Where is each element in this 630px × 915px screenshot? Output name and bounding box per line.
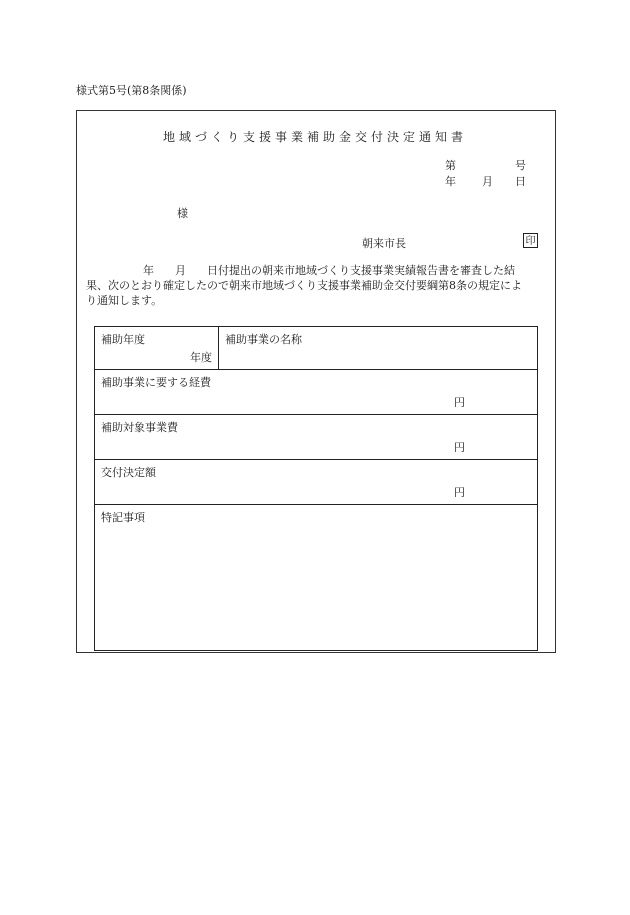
eligible-cost-label: 補助対象事業費	[101, 421, 178, 434]
expense-unit: 円	[454, 396, 465, 409]
table-row	[95, 415, 538, 460]
date-day-label: 日	[515, 175, 526, 188]
expense-cell	[95, 370, 538, 415]
body-year-label: 年	[143, 264, 154, 277]
number-prefix: 第	[445, 159, 456, 172]
body-month-label: 月	[175, 264, 186, 277]
number-suffix: 号	[515, 159, 526, 172]
grant-amount-cell	[95, 460, 538, 505]
document-title: 地域づくり支援事業補助金交付決定通知書	[162, 130, 467, 144]
table-row	[95, 327, 538, 370]
subsidy-info-table	[94, 326, 538, 651]
notice-body	[86, 263, 556, 308]
grant-amount-unit: 円	[454, 486, 465, 499]
table-row	[95, 505, 538, 651]
issuer-name: 朝来市長	[362, 237, 406, 250]
fiscal-year-cell	[95, 327, 219, 370]
body-line-3: り通知します。	[86, 294, 163, 307]
fiscal-year-label: 補助年度	[101, 333, 145, 346]
date-year-label: 年	[445, 175, 456, 188]
table-row	[95, 460, 538, 505]
eligible-cost-cell	[95, 415, 538, 460]
body-line-1: 日付提出の朝来市地域づくり支援事業実績報告書を審査した結	[207, 264, 515, 277]
date-month-label: 月	[482, 175, 493, 188]
fiscal-year-unit: 年度	[190, 351, 212, 364]
remarks-label: 特記事項	[101, 511, 145, 524]
table-row	[95, 370, 538, 415]
form-number: 様式第5号(第8条関係)	[76, 84, 187, 97]
remarks-cell	[95, 505, 538, 651]
grant-amount-label: 交付決定額	[101, 466, 156, 479]
recipient-honorific: 様	[177, 207, 188, 220]
project-name-label: 補助事業の名称	[225, 333, 302, 346]
project-name-cell	[219, 327, 538, 370]
expense-label: 補助事業に要する経費	[101, 376, 211, 389]
seal-stamp: 印	[523, 233, 538, 248]
body-line-2: 果、次のとおり確定したので朝来市地域づくり支援事業補助金交付要綱第8条の規定によ	[86, 279, 522, 292]
eligible-cost-unit: 円	[454, 441, 465, 454]
